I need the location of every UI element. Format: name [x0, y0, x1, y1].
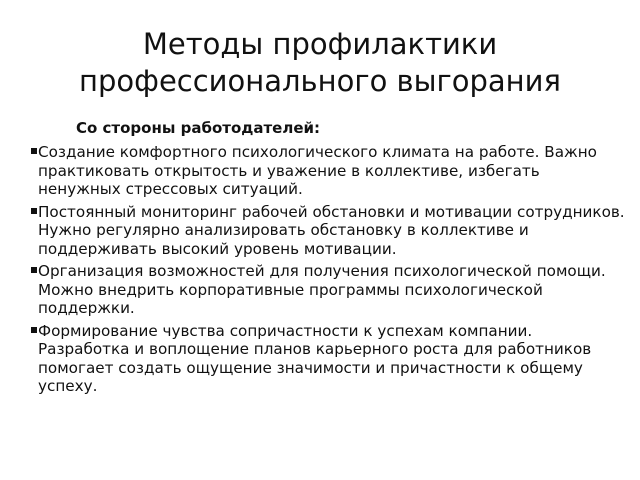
bullet-item-2	[0, 203, 630, 259]
bullet-item-3	[0, 262, 630, 318]
bullet-text: Организация возможностей для получения психологической помощи. Можно внедрить корпоративные программы психологической поддержки.	[38, 262, 606, 317]
slide-title	[0, 26, 640, 100]
bullet-icon	[31, 327, 37, 333]
bullet-text: Создание комфортного психологического климата на работе. Важно практиковать открытость и уважение в коллективе, избегать ненужных стрессовых ситуаций.	[38, 143, 597, 198]
slide-title-line-1: Методы профилактики	[142, 27, 498, 61]
bullet-list	[0, 143, 630, 400]
slide-title-line-2: профессионального выгорания	[79, 64, 561, 98]
bullet-icon	[31, 267, 37, 273]
bullet-icon	[31, 148, 37, 154]
bullet-text: Постоянный мониторинг рабочей обстановки и мотивации сотрудников. Нужно регулярно анализировать обстановку в коллективе и поддерживать высокий уровень мотивации.	[38, 202, 625, 258]
bullet-icon	[31, 208, 37, 214]
bullet-item-4	[0, 322, 630, 396]
subheading: Со стороны работодателей:	[76, 119, 321, 137]
bullet-text: Формирование чувства сопричастности к успехам компании. Разработка и воплощение планов карьерного роста для работников помогает создать ощущение значимости и причастности к общему успеху.	[38, 321, 592, 395]
bullet-item-1	[0, 143, 630, 199]
